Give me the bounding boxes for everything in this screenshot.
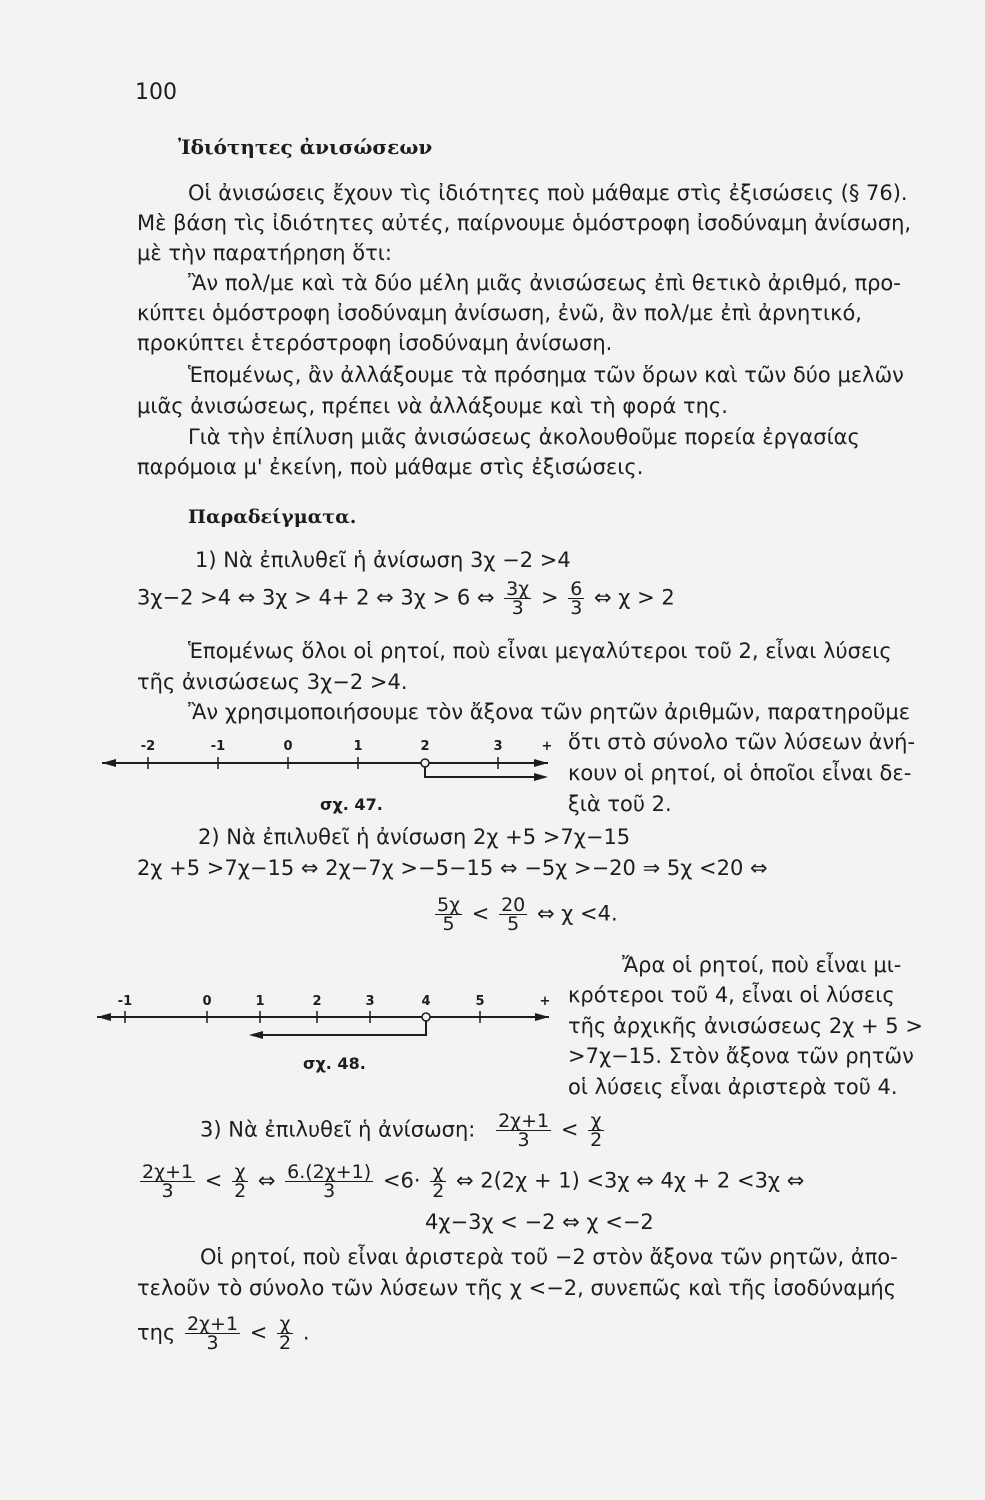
numerator: χ (588, 1112, 604, 1131)
fraction (232, 1163, 248, 1200)
fraction (430, 1163, 446, 1200)
fraction (504, 580, 531, 617)
solution-part: ⇔ χ > 2 (594, 585, 675, 610)
relation: < (249, 1320, 268, 1345)
tick-label: 5 (475, 994, 485, 1009)
fraction (496, 1112, 551, 1149)
tick-label: 3 (365, 994, 375, 1009)
tick-label: -2 (140, 739, 156, 754)
tick-label: 1 (255, 994, 265, 1009)
example-3-heading (200, 1112, 607, 1149)
example-2-solution (432, 896, 618, 933)
example-3-conclusion (137, 1315, 310, 1352)
fraction (140, 1163, 195, 1200)
numerator: 2χ+1 (142, 1161, 194, 1183)
denominator: 3 (570, 597, 583, 619)
period: . (302, 1320, 310, 1345)
figure-48-number-line (95, 985, 565, 1080)
example-2-conclusion: Ἄρα οἱ ρητοί, ποὺ εἶναι μι- (622, 953, 902, 977)
denominator: 3 (511, 597, 524, 619)
example-1-conclusion: τῆς ἀνισώσεως 3χ−2 >4. (137, 670, 408, 694)
solution-arrow (249, 1031, 263, 1039)
fraction (568, 580, 584, 617)
example-1-solution (137, 580, 675, 617)
example-1-axis-text: κουν οἱ ρητοί, οἱ ὁποῖοι εἶναι δε- (568, 761, 912, 785)
tick-label: 4 (421, 994, 431, 1009)
denominator: 3 (206, 1332, 219, 1354)
example-3-conclusion: Οἱ ρητοί, ποὺ εἶναι ἀριστερὰ τοῦ −2 στὸν ἄξονα τῶν ρητῶν, ἀπο- (200, 1245, 898, 1269)
example-1-heading: 1) Νὰ ἐπιλυθεῖ ἡ ἀνίσωση 3χ −2 >4 (195, 548, 571, 572)
example-2-conclusion: τῆς ἀρχικῆς ἀνισώσεως 2χ + 5 > (568, 1014, 923, 1038)
relation: < (204, 1168, 223, 1193)
intro-line: μιᾶς ἀνισώσεως, πρέπει νὰ ἀλλάξουμε καὶ τὴ φορά της. (137, 394, 728, 418)
numerator: 5χ (437, 894, 461, 916)
numerator: χ (430, 1163, 446, 1182)
fraction (499, 896, 527, 933)
example-2-conclusion: >7χ−15. Στὸν ἄξονα τῶν ρητῶν (568, 1044, 914, 1068)
tick-label: 0 (283, 739, 293, 754)
intro-line: Μὲ βάση τὶς ἰδιότητες αὐτές, παίρνουμε ὁμόστροφη ἰσοδύναμη ἀνίσωση, (137, 211, 912, 235)
heading-text: 3) Νὰ ἐπιλυθεῖ ἡ ἀνίσωση: (200, 1117, 476, 1142)
example-1-axis-text: ὅτι στὸ σύνολο τῶν λύσεων ἀνή- (568, 730, 916, 754)
figure-label: σχ. 48. (303, 1054, 366, 1073)
page-number: 100 (135, 80, 177, 105)
numerator: χ (232, 1163, 248, 1182)
intro-line: Ἂν πολ/με καὶ τὰ δύο μέλη μιᾶς ἀνισώσεως ἐπὶ θετικὸ ἀριθμό, προ- (188, 271, 901, 295)
relation: ⇔ (257, 1168, 276, 1193)
figure-47-number-line (100, 730, 560, 820)
numerator: 2χ+1 (498, 1110, 550, 1132)
numerator: 20 (501, 894, 526, 916)
example-3-solution: 4χ−3χ < −2 ⇔ χ <−2 (425, 1210, 654, 1234)
numerator: 2χ+1 (186, 1313, 239, 1335)
open-point (422, 1013, 430, 1021)
solution-part: ⇔ 2(2χ + 1) <3χ ⇔ 4χ + 2 <3χ ⇔ (455, 1168, 805, 1193)
denominator: 2 (432, 1180, 445, 1202)
example-3-solution (137, 1163, 804, 1200)
solution-part: ⇔ χ <4. (536, 901, 618, 926)
example-1-axis-text: Ἂν χρησιμοποιήσουμε τὸν ἄξονα τῶν ρητῶν ἀριθμῶν, παρατηροῦμε (188, 700, 911, 724)
solution-ray (425, 767, 540, 777)
example-2-solution: 2χ +5 >7χ−15 ⇔ 2χ−7χ >−5−15 ⇔ −5χ >−20 ⇒ 5χ <20 ⇔ (137, 856, 768, 880)
fraction (435, 896, 462, 933)
relation: <6· (382, 1168, 421, 1193)
axis-arrow-left (97, 1013, 111, 1021)
intro-line: μὲ τὴν παρατήρηση ὅτι: (137, 241, 392, 265)
intro-line: κύπτει ὁμόστροφη ἰσοδύναμη ἀνίσωση, ἐνῶ, ἂν πολ/με ἐπὶ ἀρνητικό, (137, 301, 862, 325)
intro-line: Ἑπομένως, ἂν ἀλλάξουμε τὰ πρόσημα τῶν ὅρων καὶ τῶν δύο μελῶν (188, 363, 904, 387)
intro-line: Οἱ ἀνισώσεις ἔχουν τὶς ἰδιότητες ποὺ μάθαμε στὶς ἐξισώσεις (§ 76). (188, 181, 908, 205)
relation: > (540, 585, 559, 610)
tick-label: -1 (210, 739, 226, 754)
example-1-axis-text: ξιὰ τοῦ 2. (568, 792, 672, 816)
example-2-heading: 2) Νὰ ἐπιλυθεῖ ἡ ἀνίσωση 2χ +5 >7χ−15 (198, 825, 631, 849)
axis-arrow-left (102, 759, 116, 767)
denominator: 2 (234, 1180, 247, 1202)
example-2-conclusion: κρότεροι τοῦ 4, εἶναι οἱ λύσεις (568, 983, 895, 1007)
denominator: 3 (161, 1180, 174, 1202)
tick-label: 1 (353, 739, 363, 754)
axis-arrow-right (534, 759, 548, 767)
relation: < (471, 901, 490, 926)
denominator: 5 (442, 913, 455, 935)
open-point (421, 759, 429, 767)
numerator: χ (277, 1315, 293, 1334)
solution-arrow (534, 773, 548, 781)
example-3-conclusion: τελοῦν τὸ σύνολο τῶν λύσεων τῆς χ <−2, συνεπῶς καὶ τῆς ἰσοδύναμής (137, 1276, 897, 1300)
intro-line: παρόμοια μ' ἐκείνη, ποὺ μάθαμε στὶς ἐξισώσεις. (137, 455, 644, 479)
tick-label: -1 (117, 994, 133, 1009)
section-title: Ἰδιότητες ἀνισώσεων (178, 135, 433, 159)
relation: < (560, 1117, 579, 1142)
solution-part: 3χ−2 >4 ⇔ 3χ > 4+ 2 ⇔ 3χ > 6 ⇔ (137, 585, 495, 610)
denominator: 2 (279, 1332, 292, 1354)
figure-label: σχ. 47. (320, 795, 383, 814)
solution-ray (263, 1021, 426, 1035)
conclusion-text: της (137, 1320, 176, 1345)
fraction (588, 1112, 604, 1149)
numerator: 3χ (506, 578, 530, 600)
intro-line: προκύπτει ἑτερόστροφη ἰσοδύναμη ἀνίσωση. (137, 331, 613, 355)
examples-title: Παραδείγματα. (188, 506, 357, 528)
denominator: 2 (590, 1129, 603, 1151)
denominator: 3 (517, 1129, 530, 1151)
intro-line: Γιὰ τὴν ἐπίλυση μιᾶς ἀνισώσεως ἀκολουθοῦμε πορεία ἐργασίας (188, 425, 860, 449)
tick-label: 3 (493, 739, 503, 754)
fraction (277, 1315, 293, 1352)
tick-label: 2 (420, 739, 430, 754)
tick-label: 0 (202, 994, 212, 1009)
numerator: 6.(2χ+1) (287, 1161, 372, 1183)
fraction (285, 1163, 373, 1200)
fraction (185, 1315, 240, 1352)
example-1-conclusion: Ἑπομένως ὅλοι οἱ ρητοί, ποὺ εἶναι μεγαλύτεροι τοῦ 2, εἶναι λύσεις (188, 639, 892, 663)
example-2-conclusion: οἱ λύσεις εἶναι ἀριστερὰ τοῦ 4. (568, 1075, 898, 1099)
tick-label: 2 (312, 994, 322, 1009)
denominator: 5 (507, 913, 520, 935)
axis-arrow-right (535, 1013, 549, 1021)
numerator: 6 (570, 578, 583, 600)
denominator: 3 (323, 1180, 336, 1202)
tick-label: + (539, 994, 551, 1009)
tick-label: + (541, 739, 553, 754)
